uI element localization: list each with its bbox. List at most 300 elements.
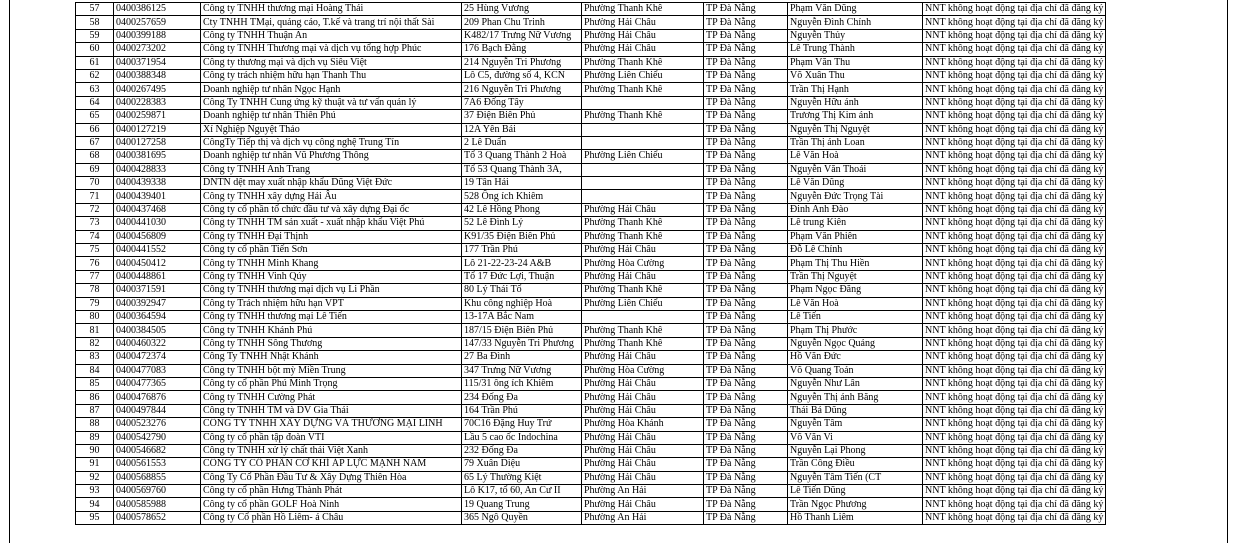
city-cell: TP Đà Nẵng — [704, 364, 788, 377]
table-row — [76, 217, 1106, 230]
company-name-cell: Công ty thương mại và dịch vụ Siêu Việt — [201, 56, 462, 69]
tax-code-cell: 0400381695 — [114, 150, 201, 163]
ward-cell: Phường Hải Châu — [582, 244, 704, 257]
row-number-cell: 57 — [76, 3, 114, 16]
company-name-cell: Công Ty TNHH Cung ứng kỹ thuật và tư vấn quản lý — [201, 96, 462, 109]
row-number-cell: 94 — [76, 498, 114, 511]
ward-cell — [582, 190, 704, 203]
representative-cell: Nguyễn Đình Chính — [788, 16, 923, 29]
ward-cell: Phường Thanh Khê — [582, 83, 704, 96]
company-name-cell: Công ty TNHH Thương mại và dịch vụ tổng hợp Phúc — [201, 43, 462, 56]
company-name-cell: Công ty TNHH bột mỳ Miền Trung — [201, 364, 462, 377]
city-cell: TP Đà Nẵng — [704, 56, 788, 69]
representative-cell: Lê Văn Dũng — [788, 177, 923, 190]
tax-code-cell: 0400460322 — [114, 337, 201, 350]
row-number-cell: 83 — [76, 351, 114, 364]
street-address-cell: Tổ 3 Quang Thành 2 Hoà — [462, 150, 582, 163]
ward-cell: Phường Hải Châu — [582, 391, 704, 404]
city-cell: TP Đà Nẵng — [704, 458, 788, 471]
city-cell: TP Đà Nẵng — [704, 337, 788, 350]
city-cell: TP Đà Nẵng — [704, 96, 788, 109]
representative-cell: Nguyễn Thị ánh Băng — [788, 391, 923, 404]
representative-cell: Lê Tiến Dũng — [788, 485, 923, 498]
table-row — [76, 297, 1106, 310]
tax-code-cell: 0400441552 — [114, 244, 201, 257]
representative-cell: Lê trung Kiên — [788, 217, 923, 230]
city-cell: TP Đà Nẵng — [704, 110, 788, 123]
tax-code-cell: 0400476876 — [114, 391, 201, 404]
representative-cell: Phạm Ngọc Đăng — [788, 284, 923, 297]
tax-code-cell: 0400392947 — [114, 297, 201, 310]
ward-cell — [582, 123, 704, 136]
tax-code-cell: 0400384505 — [114, 324, 201, 337]
street-address-cell: 19 Tân Hải — [462, 177, 582, 190]
row-number-cell: 58 — [76, 16, 114, 29]
ward-cell: Phường Hòa Khánh — [582, 418, 704, 431]
table-row — [76, 163, 1106, 176]
city-cell: TP Đà Nẵng — [704, 485, 788, 498]
tax-code-cell: 0400257659 — [114, 16, 201, 29]
row-number-cell: 67 — [76, 136, 114, 149]
company-name-cell: Công ty trách nhiệm hữu hạn Thanh Thu — [201, 69, 462, 82]
row-number-cell: 88 — [76, 418, 114, 431]
tax-code-cell: 0400228383 — [114, 96, 201, 109]
row-number-cell: 63 — [76, 83, 114, 96]
street-address-cell: 52 Lê Đình Lý — [462, 217, 582, 230]
company-name-cell: Công ty TNHH thương mại dịch vụ Li Phần — [201, 284, 462, 297]
tax-code-cell: 0400542790 — [114, 431, 201, 444]
tax-code-cell: 0400585988 — [114, 498, 201, 511]
status-cell: NNT không hoạt động tại địa chỉ đã đăng ký — [923, 244, 1106, 257]
street-address-cell: 187/15 Điện Biên Phủ — [462, 324, 582, 337]
row-number-cell: 62 — [76, 69, 114, 82]
row-number-cell: 81 — [76, 324, 114, 337]
row-number-cell: 59 — [76, 29, 114, 42]
street-address-cell: 177 Trần Phú — [462, 244, 582, 257]
row-number-cell: 78 — [76, 284, 114, 297]
city-cell: TP Đà Nẵng — [704, 177, 788, 190]
city-cell: TP Đà Nẵng — [704, 217, 788, 230]
status-cell: NNT không hoạt động tại địa chỉ đã đăng ký — [923, 69, 1106, 82]
ward-cell: Phường Hải Châu — [582, 498, 704, 511]
street-address-cell: Lô C5, đường số 4, KCN — [462, 69, 582, 82]
street-address-cell: Tổ 17 Đức Lợi, Thuận — [462, 270, 582, 283]
status-cell: NNT không hoạt động tại địa chỉ đã đăng ký — [923, 471, 1106, 484]
ward-cell: Phường Liên Chiểu — [582, 69, 704, 82]
street-address-cell: 115/31 ông ích Khiêm — [462, 377, 582, 390]
ward-cell — [582, 163, 704, 176]
table-row — [76, 377, 1106, 390]
row-number-cell: 82 — [76, 337, 114, 350]
representative-cell: Nguyễn Hữu ánh — [788, 96, 923, 109]
status-cell: NNT không hoạt động tại địa chỉ đã đăng ký — [923, 56, 1106, 69]
company-name-cell: Doanh nghiệp tư nhân Thiên Phú — [201, 110, 462, 123]
status-cell: NNT không hoạt động tại địa chỉ đã đăng ký — [923, 377, 1106, 390]
tax-code-cell: 0400399188 — [114, 29, 201, 42]
street-address-cell: K482/17 Trưng Nữ Vương — [462, 29, 582, 42]
table-row — [76, 485, 1106, 498]
status-cell: NNT không hoạt động tại địa chỉ đã đăng ký — [923, 431, 1106, 444]
table-row — [76, 244, 1106, 257]
representative-cell: Nguyễn Đức Trọng Tài — [788, 190, 923, 203]
city-cell: TP Đà Nẵng — [704, 391, 788, 404]
company-name-cell: Công ty TNHH xây dựng Hải Âu — [201, 190, 462, 203]
row-number-cell: 71 — [76, 190, 114, 203]
tax-code-cell: 0400428833 — [114, 163, 201, 176]
tax-code-cell: 0400578652 — [114, 511, 201, 524]
status-cell: NNT không hoạt động tại địa chỉ đã đăng ký — [923, 351, 1106, 364]
row-number-cell: 75 — [76, 244, 114, 257]
tax-code-cell: 0400456809 — [114, 230, 201, 243]
table-row — [76, 351, 1106, 364]
street-address-cell: Lô K17, tổ 60, An Cư II — [462, 485, 582, 498]
street-address-cell: 19 Quang Trung — [462, 498, 582, 511]
ward-cell: Phường Hải Châu — [582, 351, 704, 364]
table-row — [76, 391, 1106, 404]
status-cell: NNT không hoạt động tại địa chỉ đã đăng ký — [923, 150, 1106, 163]
table-row — [76, 364, 1106, 377]
page-left-edge — [9, 0, 10, 543]
city-cell: TP Đà Nẵng — [704, 377, 788, 390]
row-number-cell: 89 — [76, 431, 114, 444]
table-row — [76, 511, 1106, 524]
table-row — [76, 177, 1106, 190]
representative-cell: Thái Bá Dũng — [788, 404, 923, 417]
ward-cell: Phường Hòa Cường — [582, 364, 704, 377]
table-row — [76, 110, 1106, 123]
ward-cell: Phường Hải Châu — [582, 377, 704, 390]
representative-cell: Võ Văn Vi — [788, 431, 923, 444]
ward-cell — [582, 310, 704, 323]
table-row — [76, 69, 1106, 82]
city-cell: TP Đà Nẵng — [704, 43, 788, 56]
street-address-cell: 164 Trần Phú — [462, 404, 582, 417]
ward-cell: Phường Hải Châu — [582, 203, 704, 216]
city-cell: TP Đà Nẵng — [704, 257, 788, 270]
company-name-cell: Công ty cổ phần Tiến Sơn — [201, 244, 462, 257]
row-number-cell: 91 — [76, 458, 114, 471]
representative-cell: Nguyễn Tâm — [788, 418, 923, 431]
status-cell: NNT không hoạt động tại địa chỉ đã đăng ký — [923, 43, 1106, 56]
ward-cell — [582, 136, 704, 149]
row-number-cell: 61 — [76, 56, 114, 69]
table-row — [76, 56, 1106, 69]
table-row — [76, 324, 1106, 337]
representative-cell: Phạm Văn Thu — [788, 56, 923, 69]
tax-code-cell: 0400441030 — [114, 217, 201, 230]
representative-cell: Nguyễn Tâm Tiến (CT — [788, 471, 923, 484]
representative-cell: Nguyễn Văn Thoái — [788, 163, 923, 176]
ward-cell: Phường Hải Châu — [582, 431, 704, 444]
ward-cell: Phường Liên Chiểu — [582, 150, 704, 163]
status-cell: NNT không hoạt động tại địa chỉ đã đăng ký — [923, 123, 1106, 136]
table-row — [76, 190, 1106, 203]
table-row — [76, 418, 1106, 431]
table-row — [76, 337, 1106, 350]
representative-cell: Lê Trung Thành — [788, 43, 923, 56]
ward-cell: Phường Hải Châu — [582, 43, 704, 56]
status-cell: NNT không hoạt động tại địa chỉ đã đăng ký — [923, 203, 1106, 216]
status-cell: NNT không hoạt động tại địa chỉ đã đăng ký — [923, 310, 1106, 323]
ward-cell: Phường Hòa Cường — [582, 257, 704, 270]
representative-cell: Trần Thị ánh Loan — [788, 136, 923, 149]
row-number-cell: 80 — [76, 310, 114, 323]
ward-cell: Phường An Hải — [582, 511, 704, 524]
company-name-cell: Công ty TNHH Sông Thương — [201, 337, 462, 350]
company-name-cell: Công ty TNHH TM và DV Gia Thái — [201, 404, 462, 417]
status-cell: NNT không hoạt động tại địa chỉ đã đăng ký — [923, 391, 1106, 404]
tax-code-cell: 0400472374 — [114, 351, 201, 364]
representative-cell: Hồ Văn Đức — [788, 351, 923, 364]
table-row — [76, 498, 1106, 511]
company-name-cell: Công ty Cổ phần Hồ Liêm- á Châu — [201, 511, 462, 524]
row-number-cell: 95 — [76, 511, 114, 524]
ward-cell: Phường Thanh Khê — [582, 337, 704, 350]
table-row — [76, 310, 1106, 323]
representative-cell: Nguyễn Thị Nguyệt — [788, 123, 923, 136]
representative-cell: Nguyễn Thủy — [788, 29, 923, 42]
street-address-cell: 79 Xuân Diệu — [462, 458, 582, 471]
table-row — [76, 43, 1106, 56]
status-cell: NNT không hoạt động tại địa chỉ đã đăng ký — [923, 190, 1106, 203]
tax-code-cell: 0400439338 — [114, 177, 201, 190]
street-address-cell: 232 Đống Đa — [462, 444, 582, 457]
ward-cell: Phường Thanh Khê — [582, 324, 704, 337]
tax-code-cell: 0400388348 — [114, 69, 201, 82]
tax-code-cell: 0400569760 — [114, 485, 201, 498]
street-address-cell: Khu công nghiệp Hoà — [462, 297, 582, 310]
tax-code-cell: 0400477365 — [114, 377, 201, 390]
row-number-cell: 86 — [76, 391, 114, 404]
company-name-cell: Công ty TNHH xử lý chất thải Việt Xanh — [201, 444, 462, 457]
status-cell: NNT không hoạt động tại địa chỉ đã đăng ký — [923, 270, 1106, 283]
table-row — [76, 16, 1106, 29]
street-address-cell: 12A Yên Bái — [462, 123, 582, 136]
city-cell: TP Đà Nẵng — [704, 3, 788, 16]
page-right-edge — [1227, 0, 1228, 543]
table-row — [76, 123, 1106, 136]
status-cell: NNT không hoạt động tại địa chỉ đã đăng ký — [923, 324, 1106, 337]
company-name-cell: Công ty cổ phần Hưng Thành Phát — [201, 485, 462, 498]
row-number-cell: 92 — [76, 471, 114, 484]
ward-cell: Phường Thanh Khê — [582, 230, 704, 243]
representative-cell: Lê Văn Hoà — [788, 297, 923, 310]
company-name-cell: Công ty TNHH Minh Khang — [201, 257, 462, 270]
tax-code-cell: 0400127219 — [114, 123, 201, 136]
tax-code-cell: 0400477083 — [114, 364, 201, 377]
status-cell: NNT không hoạt động tại địa chỉ đã đăng ký — [923, 284, 1106, 297]
status-cell: NNT không hoạt động tại địa chỉ đã đăng ký — [923, 16, 1106, 29]
row-number-cell: 93 — [76, 485, 114, 498]
city-cell: TP Đà Nẵng — [704, 351, 788, 364]
company-name-cell: Công ty cổ phần tổ chức đầu tư và xây dựng Đại ốc — [201, 203, 462, 216]
table-row — [76, 3, 1106, 16]
city-cell: TP Đà Nẵng — [704, 150, 788, 163]
tax-code-cell: 0400259871 — [114, 110, 201, 123]
taxpayer-table — [75, 2, 1106, 525]
tax-code-cell: 0400364594 — [114, 310, 201, 323]
table-row — [76, 471, 1106, 484]
tax-code-cell: 0400127258 — [114, 136, 201, 149]
table-row — [76, 284, 1106, 297]
tax-code-cell: 0400439401 — [114, 190, 201, 203]
representative-cell: Nguyễn Lại Phong — [788, 444, 923, 457]
street-address-cell: 42 Lê Hồng Phong — [462, 203, 582, 216]
city-cell: TP Đà Nẵng — [704, 270, 788, 283]
representative-cell: Phạm Văn Dũng — [788, 3, 923, 16]
company-name-cell: Công ty TNHH Thuận An — [201, 29, 462, 42]
representative-cell: Phạm Văn Phiên — [788, 230, 923, 243]
table-row — [76, 150, 1106, 163]
status-cell: NNT không hoạt động tại địa chỉ đã đăng ký — [923, 136, 1106, 149]
status-cell: NNT không hoạt động tại địa chỉ đã đăng ký — [923, 337, 1106, 350]
representative-cell: Lê Tiến — [788, 310, 923, 323]
company-name-cell: CôngTy Tiếp thị và dịch vụ công nghệ Trung Tín — [201, 136, 462, 149]
table-row — [76, 29, 1106, 42]
street-address-cell: 365 Ngô Quyền — [462, 511, 582, 524]
representative-cell: Hồ Thanh Liêm — [788, 511, 923, 524]
row-number-cell: 69 — [76, 163, 114, 176]
street-address-cell: 147/33 Nguyễn Tri Phương — [462, 337, 582, 350]
street-address-cell: 528 Ông ích Khiêm — [462, 190, 582, 203]
status-cell: NNT không hoạt động tại địa chỉ đã đăng ký — [923, 498, 1106, 511]
company-name-cell: Công ty TNHH Đại Thịnh — [201, 230, 462, 243]
table-row — [76, 444, 1106, 457]
city-cell: TP Đà Nẵng — [704, 163, 788, 176]
company-name-cell: Công ty TNHH thương mại Hoàng Thái — [201, 3, 462, 16]
company-name-cell: Doanh nghiệp tư nhân Vũ Phương Thông — [201, 150, 462, 163]
status-cell: NNT không hoạt động tại địa chỉ đã đăng ký — [923, 163, 1106, 176]
representative-cell: Đinh Anh Đào — [788, 203, 923, 216]
street-address-cell: 234 Đống Đa — [462, 391, 582, 404]
street-address-cell: 80 Lý Thái Tổ — [462, 284, 582, 297]
status-cell: NNT không hoạt động tại địa chỉ đã đăng ký — [923, 418, 1106, 431]
ward-cell: Phường An Hải — [582, 485, 704, 498]
street-address-cell: Tổ 53 Quang Thành 3A, — [462, 163, 582, 176]
row-number-cell: 79 — [76, 297, 114, 310]
representative-cell: Trần Thị Hạnh — [788, 83, 923, 96]
ward-cell: Phường Hải Châu — [582, 458, 704, 471]
tax-code-cell: 0400437468 — [114, 203, 201, 216]
ward-cell: Phường Liên Chiểu — [582, 297, 704, 310]
row-number-cell: 68 — [76, 150, 114, 163]
row-number-cell: 64 — [76, 96, 114, 109]
street-address-cell: 209 Phan Chu Trinh — [462, 16, 582, 29]
ward-cell: Phường Hải Châu — [582, 404, 704, 417]
street-address-cell: 65 Lý Thường Kiệt — [462, 471, 582, 484]
street-address-cell: K91/35 Điện Biên Phủ — [462, 230, 582, 243]
row-number-cell: 77 — [76, 270, 114, 283]
row-number-cell: 87 — [76, 404, 114, 417]
city-cell: TP Đà Nẵng — [704, 418, 788, 431]
row-number-cell: 85 — [76, 377, 114, 390]
table-row — [76, 458, 1106, 471]
city-cell: TP Đà Nẵng — [704, 404, 788, 417]
street-address-cell: 25 Hùng Vương — [462, 3, 582, 16]
street-address-cell: 176 Bạch Đằng — [462, 43, 582, 56]
company-name-cell: Công ty cổ phần Phú Minh Trọng — [201, 377, 462, 390]
company-name-cell: Công ty TNHH thương mại Lê Tiến — [201, 310, 462, 323]
representative-cell: Phạm Thị Thu Hiền — [788, 257, 923, 270]
representative-cell: Võ Quang Toản — [788, 364, 923, 377]
tax-code-cell: 0400523276 — [114, 418, 201, 431]
company-name-cell: Công ty TNHH TM sản xuất - xuất nhập khẩu Việt Phú — [201, 217, 462, 230]
status-cell: NNT không hoạt động tại địa chỉ đã đăng ký — [923, 485, 1106, 498]
representative-cell: Trần Ngọc Phương — [788, 498, 923, 511]
city-cell: TP Đà Nẵng — [704, 471, 788, 484]
status-cell: NNT không hoạt động tại địa chỉ đã đăng ký — [923, 110, 1106, 123]
status-cell: NNT không hoạt động tại địa chỉ đã đăng ký — [923, 96, 1106, 109]
table-row — [76, 257, 1106, 270]
company-name-cell: CÔNG TY CỔ PHẦN CƠ KHÍ ÁP LỰC MẠNH NAM — [201, 458, 462, 471]
ward-cell: Phường Hải Châu — [582, 444, 704, 457]
company-name-cell: Công ty TNHH Anh Trang — [201, 163, 462, 176]
table-row — [76, 431, 1106, 444]
street-address-cell: 2 Lê Duẩn — [462, 136, 582, 149]
status-cell: NNT không hoạt động tại địa chỉ đã đăng ký — [923, 458, 1106, 471]
city-cell: TP Đà Nẵng — [704, 190, 788, 203]
tax-code-cell: 0400273202 — [114, 43, 201, 56]
city-cell: TP Đà Nẵng — [704, 431, 788, 444]
city-cell: TP Đà Nẵng — [704, 324, 788, 337]
row-number-cell: 74 — [76, 230, 114, 243]
representative-cell: Trương Thị Kim ánh — [788, 110, 923, 123]
table-row — [76, 230, 1106, 243]
row-number-cell: 76 — [76, 257, 114, 270]
city-cell: TP Đà Nẵng — [704, 284, 788, 297]
status-cell: NNT không hoạt động tại địa chỉ đã đăng ký — [923, 444, 1106, 457]
tax-code-cell: 0400371591 — [114, 284, 201, 297]
street-address-cell: Lô 21-22-23-24 A&B — [462, 257, 582, 270]
city-cell: TP Đà Nẵng — [704, 69, 788, 82]
city-cell: TP Đà Nẵng — [704, 297, 788, 310]
status-cell: NNT không hoạt động tại địa chỉ đã đăng ký — [923, 511, 1106, 524]
representative-cell: Nguyễn Ngọc Quảng — [788, 337, 923, 350]
city-cell: TP Đà Nẵng — [704, 123, 788, 136]
status-cell: NNT không hoạt động tại địa chỉ đã đăng ký — [923, 364, 1106, 377]
city-cell: TP Đà Nẵng — [704, 511, 788, 524]
status-cell: NNT không hoạt động tại địa chỉ đã đăng ký — [923, 230, 1106, 243]
street-address-cell: 70C16 Đặng Huy Trứ — [462, 418, 582, 431]
street-address-cell: 216 Nguyễn Tri Phương — [462, 83, 582, 96]
company-name-cell: Công ty Trách nhiệm hữu hạn VPT — [201, 297, 462, 310]
ward-cell: Phường Hải Châu — [582, 16, 704, 29]
representative-cell: Đỗ Lê Chính — [788, 244, 923, 257]
row-number-cell: 65 — [76, 110, 114, 123]
city-cell: TP Đà Nẵng — [704, 16, 788, 29]
tax-code-cell: 0400546682 — [114, 444, 201, 457]
company-name-cell: Công ty cổ phần GOLF Hoà Ninh — [201, 498, 462, 511]
ward-cell: Phường Thanh Khê — [582, 284, 704, 297]
representative-cell: Trần Công Điều — [788, 458, 923, 471]
table-row — [76, 404, 1106, 417]
city-cell: TP Đà Nẵng — [704, 244, 788, 257]
ward-cell: Phường Hải Châu — [582, 29, 704, 42]
representative-cell: Nguyễn Như Lân — [788, 377, 923, 390]
city-cell: TP Đà Nẵng — [704, 203, 788, 216]
status-cell: NNT không hoạt động tại địa chỉ đã đăng ký — [923, 257, 1106, 270]
company-name-cell: Công Ty TNHH Nhật Khánh — [201, 351, 462, 364]
street-address-cell: 27 Ba Đình — [462, 351, 582, 364]
representative-cell: Trần Thị Nguyệt — [788, 270, 923, 283]
company-name-cell: Công ty TNHH Vinh Qúy — [201, 270, 462, 283]
street-address-cell: 347 Trưng Nữ Vương — [462, 364, 582, 377]
street-address-cell: Lầu 5 cao ốc Indochina — [462, 431, 582, 444]
ward-cell — [582, 177, 704, 190]
company-name-cell: Công ty TNHH Khánh Phú — [201, 324, 462, 337]
ward-cell — [582, 96, 704, 109]
street-address-cell: 37 Điện Biên Phủ — [462, 110, 582, 123]
